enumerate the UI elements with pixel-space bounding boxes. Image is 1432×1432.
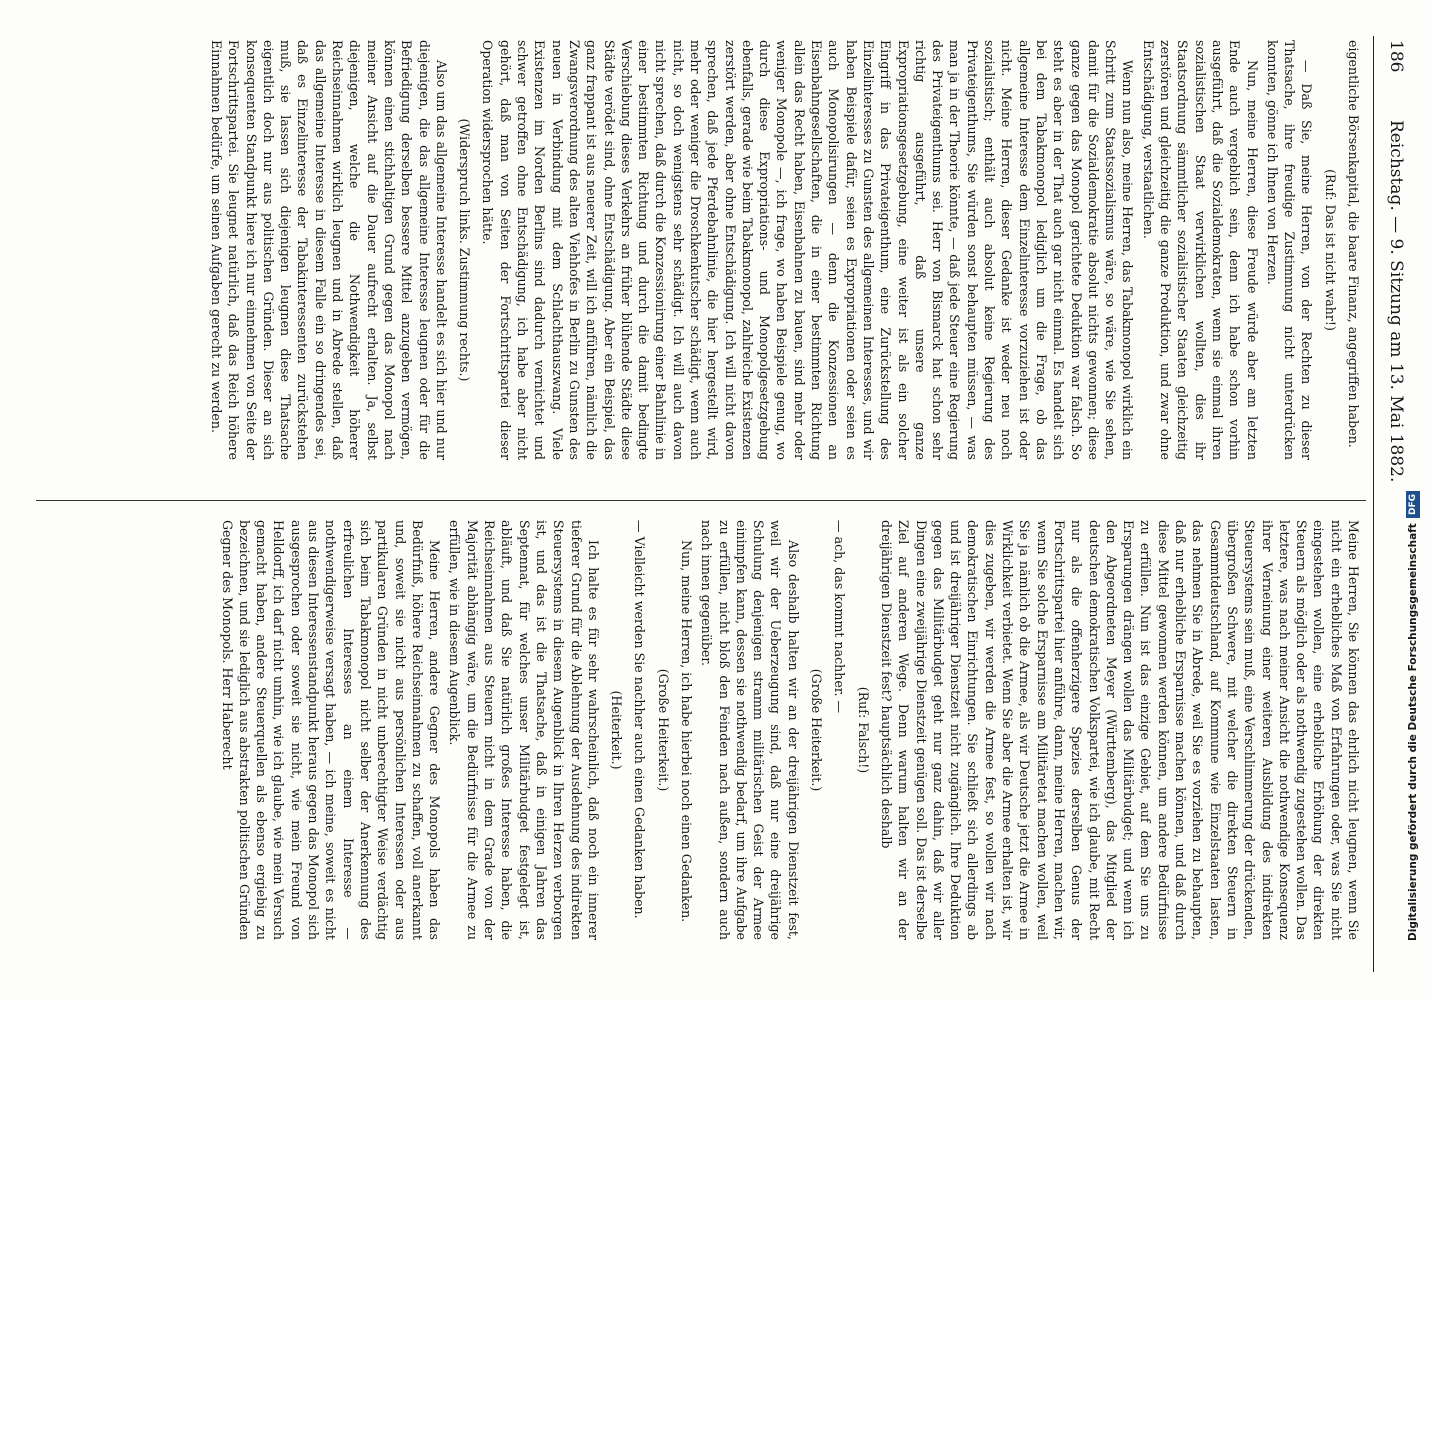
interjection: (Große Heiterkeit.) xyxy=(655,668,671,792)
paragraph: eigentliche Börsenkapital, die baare Finanz, angegriffen haben. xyxy=(1346,40,1361,448)
paragraph: Meine Herren, andere Gegner des Monopols haben das Bedürfniß, höhere Reichseinnahmen zu schaffen, voll anerkannt und, soweit sie nicht aus persönlichen Interessen oder aus partikularen Gründen in nicht unberechtigter Weise verdächtig sich beim Tabakmonopol nicht selber der Anerkennung des erfreulichen Interesses an einem Interesse — nothwendigerweise versagt haben, — ich meine, soweit es nicht aus diesen Interessenstandpunkt heraus gegen das Monopol sich ausgesprochen oder soweit sie nicht, wie mein Freund von Helldorff, ich darf nicht umhin, wie ich glaube, wie mein Versuch gemacht haben, andere Steuerquellen als ebenso ergiebig zu bezeichnen, und sie lediglich aus abstrakten politischen Gründen Gegner des Monopols. Herr Haberecht xyxy=(219,520,443,940)
paragraph: Also um das allgemeine Interesse handelt es sich hier und nur diejenigen, die das allgemeine Interesse leugnen oder für die Befriedigung derselben bessere Mittel anzugeben vermögen, können einen stichhaltigen Grund gegen das Monopol nach meiner Ansicht auf die Dauer aufrecht erhalten. Ja, selbst diejenigen, welche die Nothwendigkeit höherer Reichseinnahmen wirklich leugnen und in Abrede stellen, daß das allgemeine Interesse in diesem Falle ein so dringendes sei, daß es Einzelinteresse der Tabakinteressenten zurückstehen muß, sie lassen sich diejenigen leugnen diese Thatsache eigentlich doch nur aus politischen Gründen. Dieser an sich konsequenten Standpunkt hiere ich nur einnehmen von Seite der Fortschrittspartei. Sie leugnet natürlich, daß das Reich höhere Einnahmen bedürfe, um seinen Aufgaben gerecht zu werden. xyxy=(209,40,449,460)
interjection: (Ruf: Falsch!) xyxy=(855,686,871,774)
interjection: (Große Heiterkeit.) xyxy=(809,668,825,792)
interjection: (Widerspruch links. Zustimmung rechts.) xyxy=(457,118,473,382)
paragraph: Nun, meine Herren, diese Freude würde aber am letzten Ende auch vergeblich sein, denn ich habe schon vorhin ausgeführt, daß die Sozialdemokraten, wenn sie einmal ihren sozialistischen Staat verwirklichen wollten, dies ihr Staatsordnung sämmtlicher sozialistischer Staaten gleichzeitig zerstören und gleichzeitig die ganze Produktion, und zwar ohne Entschädigung, verstaatlichen. xyxy=(1140,40,1260,460)
credit-text: Digitalisierung gefördert durch die Deutsche Forschungsgemeinschaft xyxy=(1407,523,1419,942)
paragraph: Also deshalb halten wir an der dreijährigen Dienstzeit fest, weil wir der Ueberzeugung sind, daß nur eine dreijährige Schulung denjenigen stramm militärischen Geist der Armee einimpfen kann, dessen sie nothwendig bedarf, um ihre Aufgabe zu erfüllen, nicht bloß den Feinden nach außen, sondern auch nach innen gegenüber. xyxy=(699,520,801,940)
paragraph: Wenn nun also, meine Herren, das Tabakmonopol wirklich ein Schritt zum Staatssozialismus wäre, so wäre, wie Sie sehen, damit für die Sozialdemokratie absolut nichts gewonnen; diese ganze gegen das Monopol gerichtete Deduktion war falsch. So steht es aber in der That auch gar nicht einmal. Es handelt sich bei dem Tabakmonopol lediglich um die Frage, ob das allgemeine Interesse dem Einzelinteresse vorzuziehen ist oder nicht. Meine Herren, dieser Gedanke ist weder neu noch sozialistisch; enthält auch absolut keine Regierung des Privateigenthums, Sie würden sonst behaupten müssen, — was man ja in der Theorie könnte, — daß jede Steuer eine Regierung des Privateigenthums sei. Herr von Bismarck hat schon sehr richtig ausgeführt, daß unsere ganze Expropriationsgesetzgebung, eine weiter ist als ein solcher Eingriff in das Privateigenthum, eine Zurückstellung des Einzelinteresses zu Gunsten des allgemeinen Interesses, und wir haben Beispiele dafür, seien es Expropriationen oder seien es auch Monopolisirungen — denn die Konzessionen an Eisenbahngesellschaften, die in einer bestimmten Richtung allein das Recht haben, Eisenbahnen zu bauen, sind mehr oder weniger Monopole —, ich frage, wo haben Beispiele genug, wo durch diese Expropriations- und Monopolgesetzgebung ebenfalls, gerade wie beim Tabakmonopol, zahlreiche Existenzen zerstört werden, aber ohne Entschädigung. Ich will nicht davon sprechen, daß jede Pferdebahnlinie, die hier hergestellt wird, mehr oder weniger die Droschkenkutscher schädigt, wenn auch nicht, so doch wenigstens sehr schädigt. Ich will auch davon nicht sprechen, daß durch die Konzessionirung einer Bahnlinie in einer bestimmten Richtung und durch die damit bedingte Verschiebung dieses Verkehrs an früher blühende Städte diese Städte verödet sind, ohne Entschädigung. Aber ein Beispiel, das ganz frappant ist aus neuerer Zeit, will ich anführen, nämlich die Zwangsverordnung des alten Viehhofes in Berlin zu Gunsten des neuen in Verbindung mit dem Schlachthauszwang. Viele Existenzen im Norden Berlins sind dadurch vernichtet und schwer getroffen ohne Entschädigung, ich habe aber nicht gehört, daß man von Seiten der Fortschrittspartei dieser Operation widersprochen hätte. xyxy=(480,40,1136,460)
left-column xyxy=(205,40,1362,460)
paragraph: Nun, meine Herren, ich habe hierbei noch einen Gedanken. xyxy=(679,540,695,923)
paragraph: — Daß Sie, meine Herren, von der Rechten zu dieser Thatsache, ihre freudige Zustimmung nicht unterdrücken konnten, gönne ich Ihnen von Herzen. xyxy=(1264,40,1315,460)
dfg-logo: DFG xyxy=(1406,491,1420,518)
paragraph: — Vielleicht werden Sie nachher auch einen Gedanken haben. xyxy=(632,520,648,919)
column-separator xyxy=(36,500,1366,501)
paragraph: Ich halte es für sehr wahrscheinlich, daß noch ein innerer tieferer Grund für die Ablehnung der Ausdehnung des indirekten Steuersystems in diesem Augenblick in Ihren Herzen verborgen ist, und das ist die Thatsache, daß in einigen Jahren das Septennat, für welches unser Militärbudget festgelegt ist, abläuft, und daß Sie natürlich großes Interesse haben, die Reichseinnahmen aus Steuern nicht in dem Grade von der Majorität abhängig wäre, um die Bedürfnisse für die Armee zu erfüllen, wie in diesem Augenblick. xyxy=(447,520,601,940)
page-number: 186 xyxy=(1386,40,1406,73)
digitization-credit xyxy=(1402,0,1424,1432)
right-column xyxy=(215,520,1362,940)
running-title: Reichstag. — 9. Sitzung am 13. Mai 1882. xyxy=(1386,120,1406,483)
interjection: (Heiterkeit.) xyxy=(609,690,625,770)
paragraph: — ach, das kommt nachher. — xyxy=(832,520,848,714)
interjection: (Ruf: Das ist nicht wahr!) xyxy=(1322,169,1338,331)
paragraph: Meine Herren, Sie können das ehrlich nicht leugnen, wenn Sie nicht ein erhebliches Maß von Erfahrungen oder, was Sie nicht eingestehen wollen, eine erhebliche Erhöhung der direkten Steuern als möglich oder als nothwendig zugestehen wollen. Das letztere, was nach meiner Ansicht die nothwendige Konsequenz ihrer Verneinung einer weiteren Ausbildung des indirekten Steuersystems sein muß, eine Verschlimmerung der drückenden, übergroßen Schwere, mit welcher die direkten Steuern in Gesammtdeutschland, auf Kommune wie Einzelstaaten lasten, das nehmen Sie in Abrede, weil Sie es vorziehen zu behaupten, daß nur erhebliche Ersparnisse machen können, und daß durch diese Mittel gewonnen werden können, um andere Bedürfnisse zu erfüllen. Nun ist das einzige Gebiet, auf dem Sie uns zu Ersparungen drängen wollen das Militärbudget; und wenn ich den Abgeordneten Meyer (Württemberg), das Mitglied der deutschen demokratischen Volkspartei, wie ich glaube, mit Recht nur als die offenherzigere Spezies derselben Genus der Fortschrittspartei hier anführe, dann, meine Herren, machen wir, wenn Sie solche Ersparnisse am Militäretat machen wollen, weil Sie ja nämlich ob die Armee, als wir Deutsche jetzt die Armee in Wirklichkeit verbietet. Wenn Sie aber die Armee erhalten ist, wir dies zugeben, wir werden die Armee fest, so wollen wir nach demokratischen Einrichtungen. Sie schließt sich allerdings ab und ist dreijähriger Dienstzeit nicht zugänglich. Ihre Deduktion gegen das Militärbudget geht nur ganz dahin, daß wir aller Dingen eine zweijährige Dienstzeit genügen soll. Das ist derselbe Ziel auf anderen Wege. Denn warum halten wir an der dreijährigen Dienstzeit fest? hauptsächlich deshalb xyxy=(878,520,1361,940)
header-rule xyxy=(1373,36,1374,972)
